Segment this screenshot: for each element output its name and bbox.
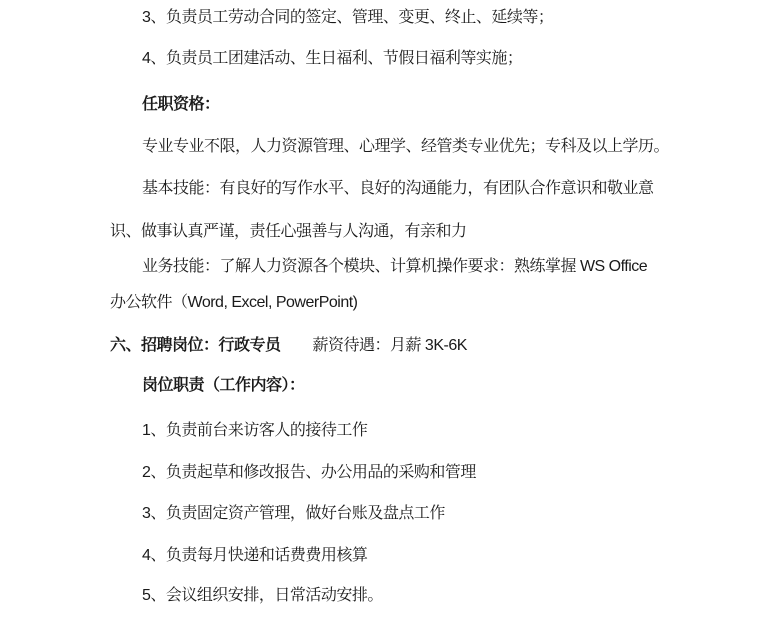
qualification-business-skills-line2: 办公软件（Word, Excel, PowerPoint) [110, 294, 358, 311]
admin-duty-item-3: 3、负责固定资产管理，做好台账及盘点工作 [142, 505, 445, 522]
qualification-basic-skills-line2: 识、做事认真严谨，责任心强善与人沟通，有亲和力 [110, 223, 467, 240]
qualification-business-skills-line1: 业务技能：了解人力资源各个模块、计算机操作要求：熟练掌握 WS Office [142, 258, 648, 275]
hr-duty-item-4: 4、负责员工团建活动、生日福利、节假日福利等实施； [142, 50, 523, 67]
section-6-position-heading [110, 336, 467, 356]
section-6-salary-text: 薪资待遇：月薪 3K-6K [312, 337, 467, 354]
admin-duty-item-5: 5、会议组织安排，日常活动安排。 [142, 587, 383, 604]
duties-heading: 岗位职责（工作内容）： [142, 377, 305, 394]
admin-duty-item-2: 2、负责起草和修改报告、办公用品的采购和管理 [142, 464, 476, 481]
admin-duty-item-1: 1、负责前台来访客人的接待工作 [142, 422, 368, 439]
section-6-position-title: 六、招聘岗位：行政专员 [110, 337, 281, 354]
admin-duty-item-4: 4、负责每月快递和话费费用核算 [142, 547, 368, 564]
hr-duty-item-3: 3、负责员工劳动合同的签定、管理、变更、终止、延续等； [142, 9, 554, 26]
qualifications-heading: 任职资格： [142, 96, 220, 113]
qualification-education: 专业专业不限，人力资源管理、心理学、经管类专业优先；专科及以上学历。 [142, 138, 670, 155]
qualification-basic-skills-line1: 基本技能：有良好的写作水平、良好的沟通能力，有团队合作意识和敬业意 [142, 180, 654, 197]
